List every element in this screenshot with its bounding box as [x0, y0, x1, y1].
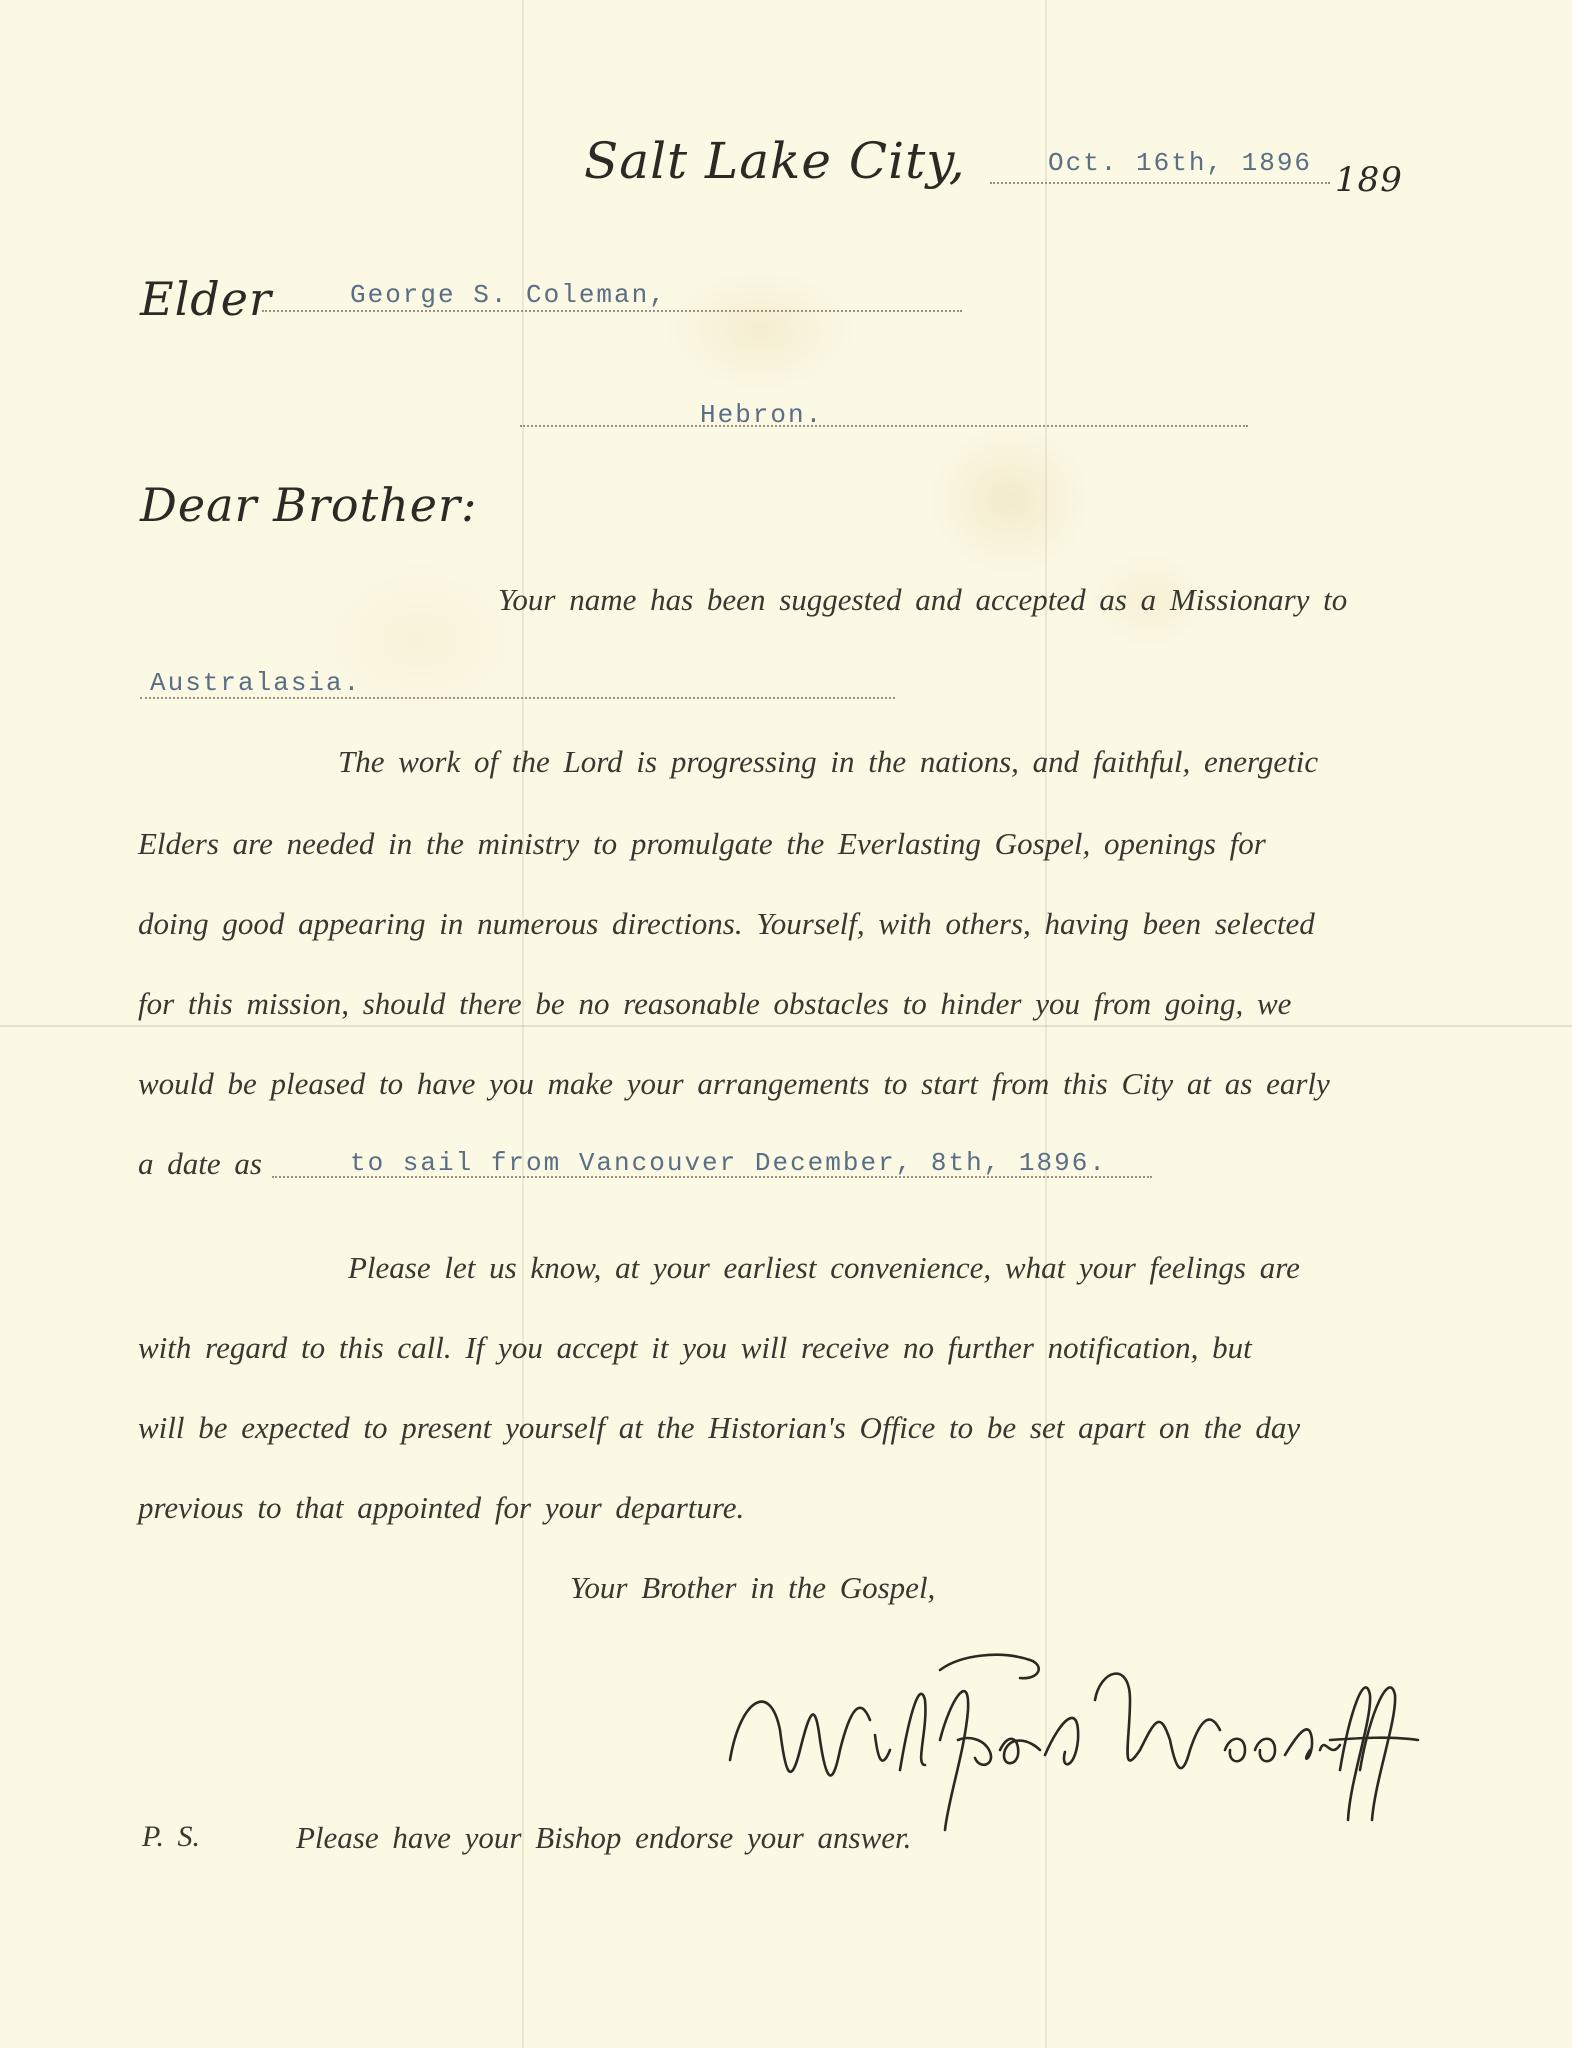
para3-line-3: will be expected to present yourself at the Historian's Office to be set apart on the day [138, 1410, 1301, 1445]
letter-date: Oct. 16th, 1896 [1048, 148, 1313, 178]
para2-line-3: doing good appearing in numerous directions. Yourself, with others, having been selected [138, 906, 1315, 941]
addressee-name-rule [262, 310, 962, 312]
greeting: Dear Brother: [140, 478, 478, 532]
letterhead-city: Salt Lake City, [584, 132, 966, 190]
paper-fold-horizontal [0, 1025, 1572, 1027]
closing: Your Brother in the Gospel, [570, 1570, 936, 1605]
para2-line-2: Elders are needed in the ministry to promulgate the Everlasting Gospel, openings for [138, 826, 1266, 861]
para2-line-1: The work of the Lord is progressing in the nations, and faithful, energetic [338, 744, 1319, 779]
addressee-name: George S. Coleman, [350, 280, 667, 310]
para2-line-5: would be pleased to have you make your arrangements to start from this City at as early [138, 1066, 1330, 1101]
postscript-text: Please have your Bishop endorse your answer. [296, 1820, 912, 1855]
year-prefix: 189 [1335, 160, 1403, 200]
date-as-prefix: a date as [138, 1146, 262, 1181]
addressee-place: Hebron. [700, 400, 824, 430]
addressee-title: Elder [140, 272, 272, 326]
addressee-place-rule [520, 425, 1248, 427]
date-rule [990, 182, 1330, 184]
para3-line-4: previous to that appointed for your departure. [138, 1490, 745, 1525]
departure-details: to sail from Vancouver December, 8th, 1896. [350, 1148, 1107, 1178]
para3-line-2: with regard to this call. If you accept it you will receive no further notification, but [138, 1330, 1252, 1365]
para3-line-1: Please let us know, at your earliest convenience, what your feelings are [348, 1250, 1300, 1285]
mission-field: Australasia. [150, 668, 362, 698]
postscript-label: P. S. [142, 1820, 200, 1853]
body-line-1: Your name has been suggested and accepted as a Missionary to [498, 582, 1348, 617]
para2-line-4: for this mission, should there be no reasonable obstacles to hinder you from going, we [138, 986, 1292, 1021]
signature-image [700, 1640, 1420, 1840]
